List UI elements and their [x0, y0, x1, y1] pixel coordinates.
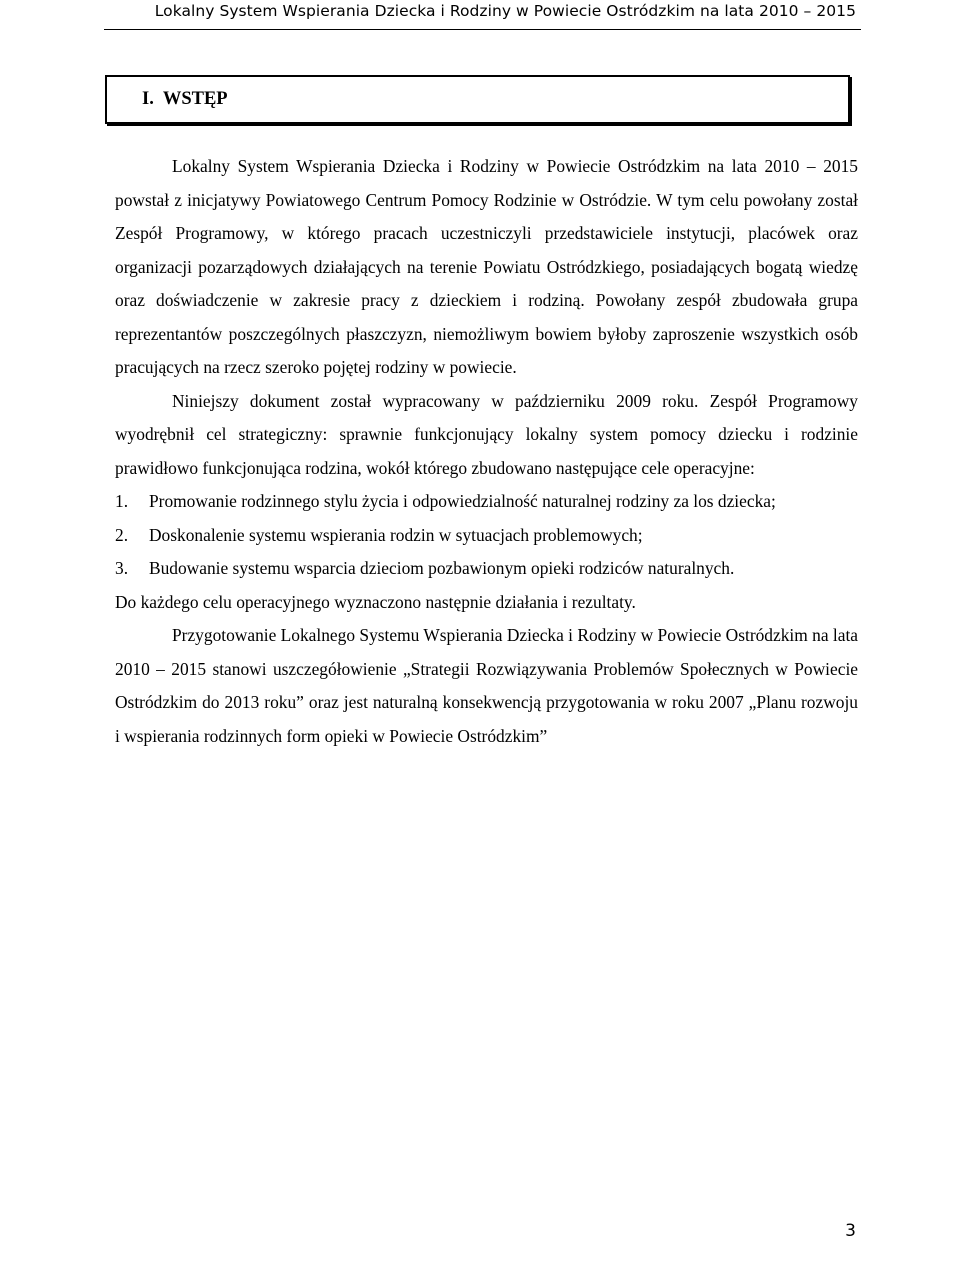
- list-item-text: Budowanie systemu wsparcia dzieciom pozbawionym opieki rodziców naturalnych.: [149, 558, 735, 578]
- page-number: 3: [845, 1221, 856, 1241]
- paragraph-strategy-reference: Przygotowanie Lokalnego Systemu Wspierania Dziecka i Rodziny w Powiecie Ostródzkim na lata 2010 – 2015 stanowi uszczegółowienie „Strategii Rozwiązywania Problemów Społecznych w Powiecie Ostródzkim do 2013 roku” oraz jest naturalną konsekwencją przygotowania w roku 2007 „Planu rozwoju i wspierania rodzinnych form opieki w Powiecie Ostródzkim”: [115, 625, 858, 746]
- paragraph-actions: Do każdego celu operacyjnego wyznaczono następnie działania i rezultaty.: [115, 591, 636, 612]
- paragraph-intro: Lokalny System Wspierania Dziecka i Rodziny w Powiecie Ostródzkim na lata 2010 – 2015 powstał z inicjatywy Powiatowego Centrum Pomocy Rodzinie w Ostródzie. W tym celu powołany został Zespół Programowy, w którego pracach uczestniczyli przedstawiciele instytucji, placówek oraz organizacji pozarządowych działających na terenie Powiatu Ostródzkiego, posiadających bogatą wiedzę oraz doświadczenie w zakresie pracy z dzieckiem i rodziną. Powołany zespół zbudowała grupa reprezentantów poszczególnych płaszczyzn, niemożliwym bowiem byłoby zaproszenie wszystkich osób pracujących na rzecz szeroko pojętej rodziny w powiecie.: [115, 156, 858, 377]
- list-item-text: Promowanie rodzinnego stylu życia i odpowiedzialność naturalnej rodziny za los dziecka;: [149, 491, 776, 511]
- list-item-number: 1.: [115, 491, 129, 511]
- operational-goals-list: [115, 485, 858, 586]
- list-item-number: 3.: [115, 558, 129, 578]
- section-title-text: WSTĘP: [162, 89, 228, 109]
- running-header: Lokalny System Wspierania Dziecka i Rodziny w Powiecie Ostródzkim na lata 2010 – 2015: [154, 2, 856, 20]
- paragraph-strategic-goal: Niniejszy dokument został wypracowany w październiku 2009 roku. Zespół Programowy wyodrębnił cel strategiczny: sprawnie funkcjonujący lokalny system pomocy dziecku i rodzinie prawidłowo funkcjonująca rodzina, wokół którego zbudowano następujące cele operacyjne:: [115, 390, 858, 478]
- section-heading-box: [105, 75, 850, 124]
- list-item: [115, 519, 858, 553]
- list-item: [115, 552, 858, 586]
- list-item-text: Doskonalenie systemu wspierania rodzin w sytuacjach problemowych;: [149, 524, 643, 545]
- list-item-number: 2.: [115, 524, 129, 545]
- list-item: [115, 485, 858, 519]
- section-title: [142, 88, 228, 110]
- section-number: I.: [142, 89, 154, 109]
- document-body: [115, 150, 858, 753]
- header-divider: [104, 29, 861, 30]
